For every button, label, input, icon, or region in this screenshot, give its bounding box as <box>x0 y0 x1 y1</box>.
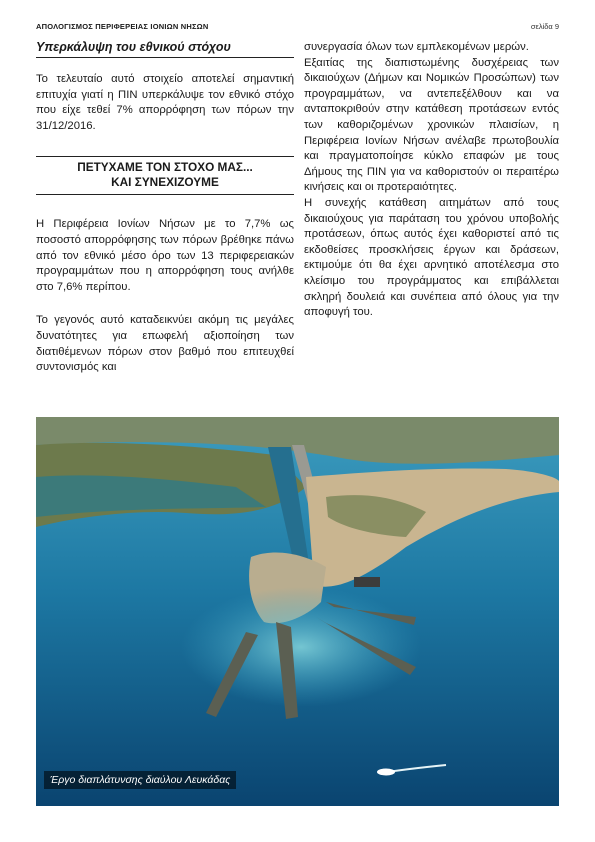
left-paragraph-2: Η Περιφέρεια Ιονίων Νήσων με το 7,7% ως ποσοστό απορρόφησης των πόρων βρέθηκε πάνω από τον εθνικό μέσο όρο των 13 περιφερειακών προγραμμάτων που η απορρόφηση τους ανήλθε στο 7,6% περίπου. <box>36 218 294 293</box>
left-paragraph-1: Το τελευταίο αυτό στοιχείο αποτελεί σημαντική επιτυχία γιατί η ΠΙΝ υπερκάλυψε τον εθνικό στόχο που είχε τεθεί 7% απορρόφηση των πόρων την 31/12/2016. <box>36 73 294 132</box>
boat <box>377 769 395 776</box>
aerial-illustration <box>36 417 559 806</box>
left-column <box>36 40 294 376</box>
barge <box>354 577 380 587</box>
banner-line-2: ΚΑΙ ΣΥΝΕΧΙΖΟΥΜΕ <box>111 175 219 190</box>
page-number: σελίδα 9 <box>530 22 559 31</box>
header-title: ΑΠΟΛΟΓΙΣΜΟΣ ΠΕΡΙΦΕΡΕΙΑΣ ΙΟΝΙΩΝ ΝΗΣΩΝ <box>36 22 209 31</box>
highlight-banner <box>36 156 294 195</box>
right-column <box>304 40 559 321</box>
page-header <box>36 22 559 36</box>
right-paragraph-3: Η συνεχής κατάθεση αιτημάτων από τους δικαιούχους για παράταση του χρόνου υποβολής προτάσεων, όπως αυτός έχει καθοριστεί από τις εκδοθείσες προσκλήσεις έργων και δράσεων, εκτιμούμε ότι θα έχει αρνητικό αποτέλεσμα στο κλείσιμο του προγράμματος και επιβάλλεται σκληρή δουλειά και συνέπεια από όλους για την αποφυγή του. <box>304 196 559 319</box>
section-title: Υπερκάλυψη του εθνικού στόχου <box>36 40 294 58</box>
left-paragraph-3: Το γεγονός αυτό καταδεικνύει ακόμη τις μεγάλες δυνατότητες για επωφελή αξιοποίηση των διατιθέμενων πόρων στον βαθμό που επιτευχθεί συντονισμός και <box>36 314 294 374</box>
right-paragraph-1: συνεργασία όλων των εμπλεκομένων μερών. <box>304 41 529 53</box>
banner-line-1: ΠΕΤΥΧΑΜΕ ΤΟΝ ΣΤΟΧΟ ΜΑΣ... <box>77 160 253 175</box>
canal-aerial-photo <box>36 417 559 806</box>
right-paragraph-2: Εξαιτίας της διαπιστωμένης δυσχέρειας των δικαιούχων (Δήμων και Νομικών Προσώπων) των προγραμμάτων, να αντεπεξέλθουν και να ανταποκριθούν στην κατάθεση προτάσεων εντός των καθοριζομένων χρονικών πλαισίων, η Περιφέρεια Ιονίων Νήσων ανέλαβε πρωτοβουλία και πραγματοποίησε κύκλο επαφών με τους Δήμους της ΠΙΝ για να καθοριστούν οι περαιτέρω κινήσεις και οι προτεραιότητες. <box>304 56 559 194</box>
shallow-water <box>181 587 421 707</box>
photo-caption: Έργο διαπλάτυνσης διαύλου Λευκάδας <box>44 771 236 789</box>
